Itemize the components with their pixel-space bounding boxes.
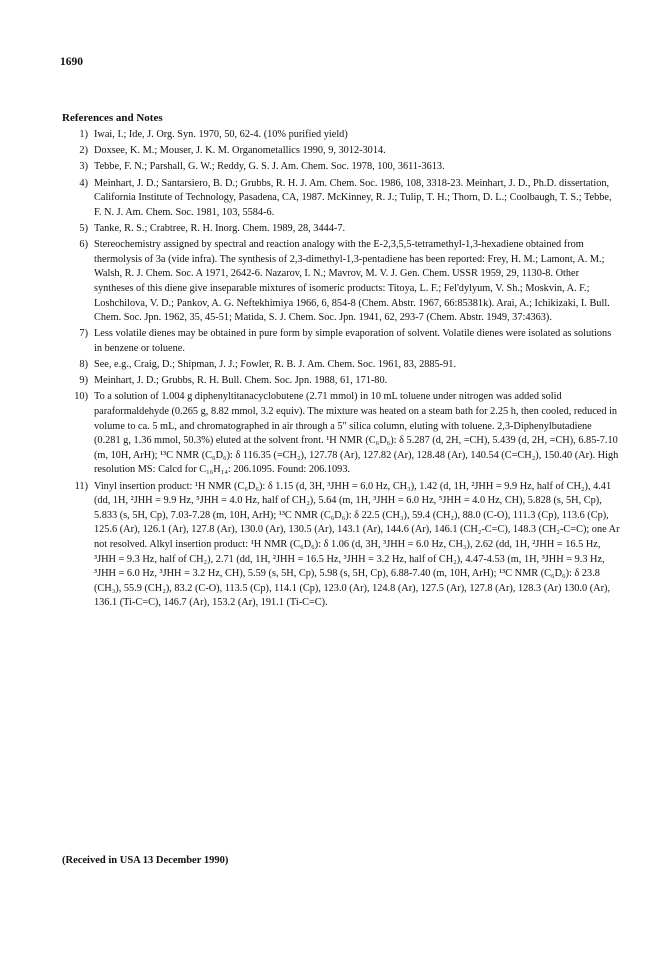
section-heading: References and Notes bbox=[62, 112, 163, 124]
reference-number: 4) bbox=[79, 177, 88, 189]
reference-text: To a solution of 1.004 g diphenyltitanacyclobutene (2.71 mmol) in 10 mL toluene under nitrogen was added solid paraformaldehyde (0.265 g, 8.82 mmol, 3.2 equiv). The mixture was heated on a steam bath for 2.25 h, then cooled, reduced in volume to ca. 5 mL, and chromatographed in air through a 5" silica column, eluting with toluene. 2,3-Diphenylbutadiene (0.281 g, 1.36 mmol, 50.3%) eluted at the solvent front. ¹H NMR (C₆D₆): δ 5.287 (d, 2H, =CH), 5.439 (d, 2H, =CH), 6.85-7.10 (m, 10H, ArH); ¹³C NMR (C₆D₆): δ 116.35 (=CH₂), 127.78 (Ar), 127.82 (Ar), 128.48 (Ar), 140.54 (C=CH₂), 150.40 (Ar). High resolution MS: Calcd for C₁₆H₁₄: 206.1095. Found: 206.1093. bbox=[94, 391, 619, 476]
reference-item bbox=[60, 390, 620, 478]
reference-text: Tebbe, F. N.; Parshall, G. W.; Reddy, G. S. J. Am. Chem. Soc. 1978, 100, 3611-3613. bbox=[94, 161, 445, 173]
reference-number: 2) bbox=[79, 145, 88, 157]
reference-text: Tanke, R. S.; Crabtree, R. H. Inorg. Chem. 1989, 28, 3444-7. bbox=[94, 222, 346, 234]
reference-item bbox=[60, 358, 620, 373]
reference-item bbox=[60, 374, 620, 389]
reference-number: 10) bbox=[74, 391, 88, 403]
reference-number: 3) bbox=[79, 161, 88, 173]
reference-number: 1) bbox=[79, 129, 88, 140]
reference-item bbox=[60, 327, 620, 356]
reference-text: Meinhart, J. D.; Santarsiero, B. D.; Grubbs, R. H. J. Am. Chem. Soc. 1986, 108, 3318-23. Meinhart, J. D., Ph.D. dissertation, California Institute of Technology, Pasadena, CA, 1987. McKinney, R. J.; Tulip, T. H.; Thorn, D. L.; Coolbaugh, T. S.; Tebbe, F. N. J. Am. Chem. Soc. 1981, 103, 5584-6. bbox=[94, 177, 612, 218]
received-date: (Received in USA 13 December 1990) bbox=[62, 855, 229, 866]
reference-item bbox=[60, 480, 620, 611]
reference-item bbox=[60, 144, 620, 159]
reference-item bbox=[60, 177, 620, 221]
reference-number: 9) bbox=[79, 375, 88, 387]
reference-text: Doxsee, K. M.; Mouser, J. K. M. Organometallics 1990, 9, 3012-3014. bbox=[94, 145, 386, 157]
reference-text: Less volatile dienes may be obtained in pure form by simple evaporation of solvent. Volatile dienes were isolated as solutions in benzene or toluene. bbox=[94, 328, 612, 354]
reference-text: See, e.g., Craig, D.; Shipman, J. J.; Fowler, R. B. J. Am. Chem. Soc. 1961, 83, 2885-91. bbox=[94, 359, 456, 371]
reference-item bbox=[60, 222, 620, 237]
reference-item bbox=[60, 238, 620, 326]
reference-number: 8) bbox=[79, 359, 88, 371]
references-list bbox=[60, 128, 620, 613]
reference-number: 5) bbox=[79, 222, 88, 234]
reference-number: 6) bbox=[79, 239, 88, 251]
reference-number: 7) bbox=[79, 328, 88, 340]
reference-text: Iwai, I.; Ide, J. Org. Syn. 1970, 50, 62-4. (10% purified yield) bbox=[94, 129, 348, 140]
reference-number: 11) bbox=[74, 480, 88, 492]
reference-text: Meinhart, J. D.; Grubbs, R. H. Bull. Chem. Soc. Jpn. 1988, 61, 171-80. bbox=[94, 375, 388, 387]
reference-text: Stereochemistry assigned by spectral and reaction analogy with the E-2,3,5,5-tetramethyl-1,3-hexadiene obtained from thermolysis of 3a (vide infra). The synthesis of 2,3-dimethyl-1,3-pentadiene has been reported: Frey, H. M.; Lamont, A. M.; Walsh, R. J. Chem. Soc. A 1971, 2642-6. Nazarov, I. N.; Mavrov, M. V. J. Gen. Chem. USSR 1959, 29, 1130-8. Other syntheses of this diene give inseparable mixtures of isomeric products: Titoya, L. F.; Fel'dylyum, V. Sh.; Moskvin, A. F.; Loshchilova, V. D.; Pankov, A. G. Neftekhimiya 1966, 6, 854-8 (Chem. Abstr. 1967, 66:85381k). Arai, A.; Ichikizaki, I. Bull. Chem. Soc. Jpn. 1962, 35, 45-51; Matida, S. J. Chem. Soc. Jpn. 1941, 62, 293-7 (Chem. Abstr. 1949, 37:4363). bbox=[94, 239, 610, 324]
reference-item bbox=[60, 128, 620, 143]
page-number: 1690 bbox=[60, 56, 83, 68]
reference-item bbox=[60, 160, 620, 175]
reference-text: Vinyl insertion product: ¹H NMR (C₆D₆): δ 1.15 (d, 3H, ³JHH = 6.0 Hz, CH₃), 1.42 (d, 1H, ²JHH = 9.9 Hz, half of CH₂), 4.41 (dd, 1H, ²JHH = 9.9 Hz, ⁵JHH = 4.0 Hz, half of CH₂), 5.64 (m, 1H, ³JHH = 6.0 Hz, ⁵JHH = 4.0 Hz, CH), 5.828 (s, 5H, Cp), 5.833 (s, 5H, Cp), 7.03-7.28 (m, 10H, ArH); ¹³C NMR (C₆D₆): δ 22.5 (CH₃), 59.4 (CH₂), 88.0 (C-O), 111.3 (Cp), 113.6 (Cp), 125.6 (Ar), 126.1 (Ar), 127.8 (Ar), 130.0 (Ar), 130.5 (Ar), 143.1 (Ar), 144.6 (Ar), 146.1 (CH₂-C=C), 148.3 (CH₂-C=C); one Ar not resolved. Alkyl insertion product: ¹H NMR (C₆D₆): δ 1.06 (d, 3H, ³JHH = 6.0 Hz, CH₃), 2.62 (dd, 1H, ²JHH = 16.5 Hz, ³JHH = 9.3 Hz, half of CH₂), 2.71 (dd, 1H, ²JHH = 16.5 Hz, ³JHH = 3.2 Hz, half of CH₂), 4.47-4.53 (m, 1H, ³JHH = 9.3 Hz, ³JHH = 6.0 Hz, ³JHH = 3.2 Hz, CH), 5.59 (s, 5H, Cp), 5.98 (s, 5H, Cp), 6.88-7.40 (m, 10H, ArH); ¹³C NMR (C₆D₆): δ 23.8 (CH₃), 55.9 (CH₂), 83.2 (C-O), 113.5 (Cp), 114.1 (Cp), 123.0 (Ar), 124.8 (Ar), 127.5 (Ar), 127.8 (Ar), 128.3 (Ar) 130.0 (Ar), 136.1 (Ti-C=C), 146.7 (Ar), 153.2 (Ar), 191.1 (Ti-C=C). bbox=[94, 480, 620, 609]
